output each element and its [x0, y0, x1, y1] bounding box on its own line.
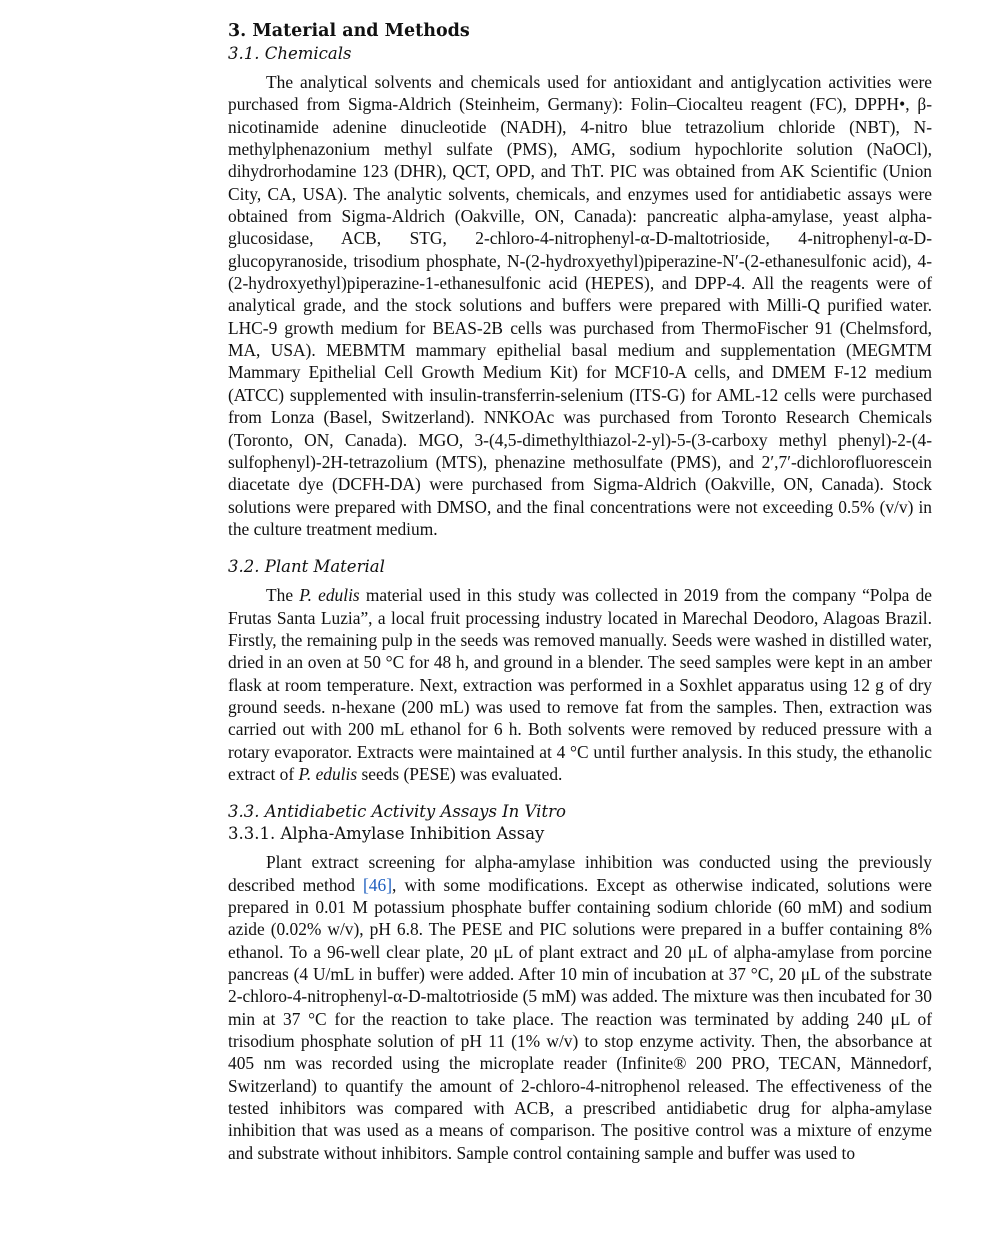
subsection-antidiabetic-heading: 3.3. Antidiabetic Activity Assays In Vitro [228, 802, 566, 822]
plant-material-paragraph [228, 584, 932, 785]
plant-material-text-b: material used in this study was collected in 2019 from the company “Polpa de Frutas Santa Luzia”, a local fruit processing industry located in Marechal Deodoro, Alagoas Brazil. Firstly, the remaining pulp in the seeds was removed manually. Seeds were washed in distilled water, dried in an oven at 50 °C for 48 h, and ground in a blender. The seed samples were kept in an amber flask at room temperature. Next, extraction was performed in a Soxhlet apparatus using 12 g of dry ground seeds. n-hexane (200 mL) was used to remove fat from the samples. Then, extraction was carried out with 200 mL ethanol for 6 h. Both solvents were removed by reduced pressure with a rotary evaporator. Extracts were maintained at 4 °C until further analysis. In this study, the ethanolic extract of [228, 585, 932, 784]
species-name-2: P. edulis [298, 763, 358, 784]
plant-material-text-a: The [266, 585, 300, 606]
section-heading: 3. Material and Methods [228, 21, 470, 41]
alpha-amylase-text-a: Plant extract screening for alpha-amylase inhibition was conducted using the previously described method [228, 852, 932, 895]
plant-material-text-c: seeds (PESE) was evaluated. [357, 763, 563, 784]
subsection-plant-material-heading: 3.2. Plant Material [228, 557, 385, 577]
citation-link[interactable]: [46] [363, 874, 392, 895]
species-name: P. edulis [299, 585, 360, 606]
chemicals-paragraph: The analytical solvents and chemicals used for antioxidant and antiglycation activities were purchased from Sigma-Aldrich (Steinheim, Germany): Folin–Ciocalteu reagent (FC), DPPH•, β-nicotinamide adenine dinucleotide (NADH), 4-nitro blue tetrazolium chloride (NBT), N-methylphenazonium methyl sulfate (PMS), AMG, sodium hypochlorite solution (NaOCl), dihydrorhodamine 123 (DHR), QCT, OPD, and ThT. PIC was obtained from AK Scientific (Union City, CA, USA). The analytic solvents, chemicals, and enzymes used for antidiabetic assays were obtained from Sigma-Aldrich (Oakville, ON, Canada): pancreatic alpha-amylase, yeast alpha-glucosidase, ACB, STG, 2-chloro-4-nitrophenyl-α-D-maltotrioside, 4-nitrophenyl-α-D-glucopyranoside, trisodium phosphate, N-(2-hydroxyethyl)piperazine-N′-(2-ethanesulfonic acid), 4-(2-hydroxyethyl)piperazine-1-ethanesulfonic acid (HEPES), and DPP-4. All the reagents were of analytical grade, and the stock solutions and buffers were prepared with Milli-Q purified water. LHC-9 growth medium for BEAS-2B cells was purchased from ThermoFischer 91 (Chelmsford, MA, USA). MEBMTM mammary epithelial basal medium and supplementation (MEGMTM Mammary Epithelial Cell Growth Medium Kit) for MCF10-A cells, and DMEM F-12 medium (ATCC) supplemented with insulin-transferrin-selenium (ITS-G) for AML-12 cells were purchased from Lonza (Basel, Switzerland). NNKOAc was purchased from Toronto Research Chemicals (Toronto, ON, Canada). MGO, 3-(4,5-dimethylthiazol-2-yl)-5-(3-carboxy methyl phenyl)-2-(4-sulfophenyl)-2H-tetrazolium (MTS), phenazine methosulfate (PMS), and 2′,7′-dichlorofluorescein diacetate dye (DCFH-DA) were purchased from Sigma-Aldrich (Oakville, ON, Canada). Stock solutions were prepared with DMSO, and the final concentrations were not exceeding 0.5% (v/v) in the culture treatment medium. [228, 72, 932, 539]
alpha-amylase-text-b: , with some modifications. Except as otherwise indicated, solutions were prepared in 0.01 M potassium phosphate buffer containing sodium chloride (60 mM) and sodium azide (0.02% w/v), pH 6.8. The PESE and PIC solutions were prepared in a buffer containing 8% ethanol. To a 96-well clear plate, 20 μL of plant extract and 20 μL of alpha-amylase from porcine pancreas (4 U/mL in buffer) were added. After 10 min of incubation at 37 °C, 20 μL of the substrate 2-chloro-4-nitrophenyl-α-D-maltotrioside (5 mM) was added. The mixture was then incubated for 30 min at 37 °C for the reaction to take place. The reaction was terminated by adding 240 μL of trisodium phosphate solution of pH 11 (1% w/v) to stop enzyme activity. Then, the absorbance at 405 nm was recorded using the microplate reader (Infinite® 200 PRO, TECAN, Männedorf, Switzerland) to quantify the amount of 2-chloro-4-nitrophenol released. The effectiveness of the tested inhibitors was compared with ACB, a prescribed antidiabetic drug for alpha-amylase inhibition that was used as a means of comparison. The positive control was a mixture of enzyme and substrate without inhibitors. Sample control containing sample and buffer was used to [228, 874, 932, 1163]
paper-page [228, 19, 932, 1164]
alpha-amylase-paragraph [228, 851, 932, 1164]
subsection-chemicals-heading: 3.1. Chemicals [228, 44, 352, 63]
subsubsection-alpha-amylase-heading: 3.3.1. Alpha-Amylase Inhibition Assay [228, 824, 545, 844]
